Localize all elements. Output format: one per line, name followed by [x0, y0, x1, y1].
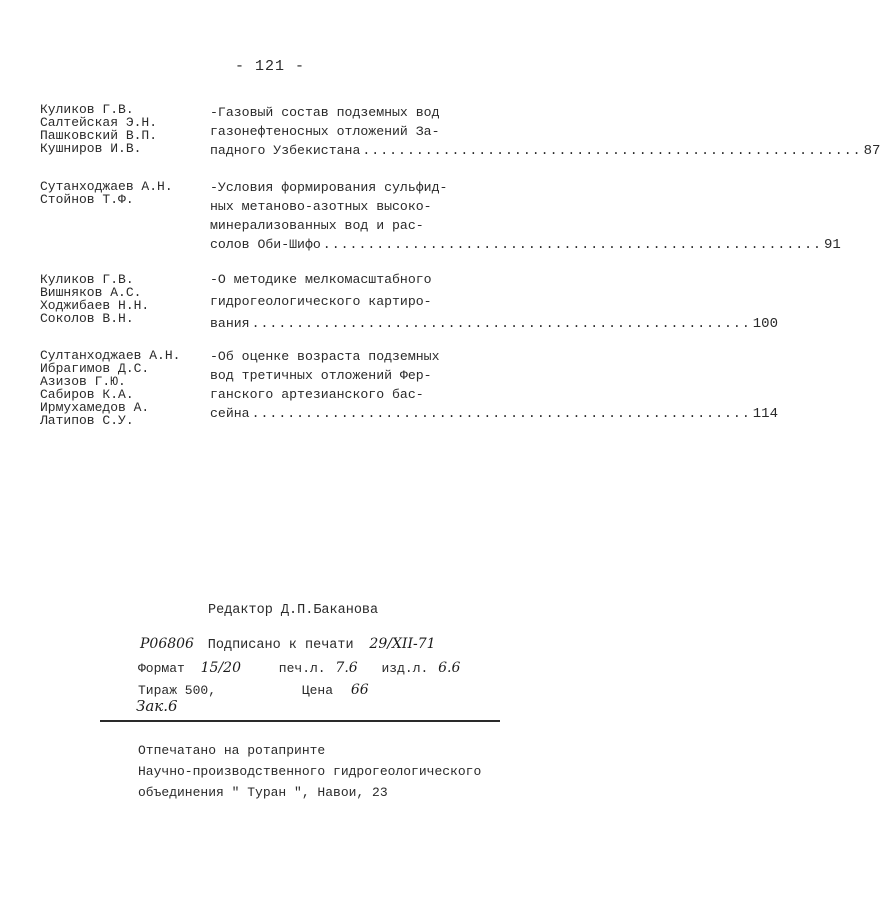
price-label: Цена	[301, 683, 334, 698]
title-last-line	[210, 141, 880, 160]
author-name: Пашковский В.П.	[40, 128, 158, 143]
format-handwritten: 15/20	[200, 660, 241, 676]
title-line: -Об оценке возраста подземных	[210, 349, 440, 364]
pech-label: печ.л.	[278, 661, 326, 676]
entry-title	[210, 178, 841, 254]
signed-date-handwritten: 29/XII-71	[369, 636, 436, 652]
title-line: солов Оби-Шифо	[210, 237, 321, 252]
format-row	[138, 660, 460, 676]
zak-handwritten: Зак.6	[136, 697, 178, 715]
page-number: - 121 -	[234, 58, 305, 75]
title-line: -Условия формирования сульфид-	[210, 180, 448, 195]
author-name: Куликов Г.В.	[40, 272, 134, 287]
author-name: Азизов Г.Ю.	[40, 374, 126, 389]
dot-leader: ........................................................	[251, 406, 751, 421]
page-ref: 114	[752, 406, 778, 422]
dot-leader: ........................................................	[322, 237, 822, 252]
entry-authors	[40, 180, 173, 206]
title-line: ганского артезианского бас-	[210, 387, 424, 402]
title-line: сейна	[210, 406, 250, 421]
tirazh-row	[138, 682, 369, 698]
tirazh-text: Тираж 500,	[138, 683, 217, 698]
title-line: газонефтеносных отложений За-	[210, 124, 440, 139]
entry-authors	[40, 349, 180, 427]
signed-row	[140, 636, 436, 653]
printed-line: Отпечатано на ротапринте	[138, 743, 326, 758]
author-name: Куликов Г.В.	[40, 102, 134, 117]
author-name: Салтейская Э.Н.	[40, 115, 158, 130]
author-name: Соколов В.Н.	[40, 311, 134, 326]
izd-handwritten: 6.6	[438, 660, 461, 676]
divider-line	[100, 720, 500, 722]
entry-title	[210, 270, 778, 333]
order-code-handwritten: Р06806	[140, 636, 194, 652]
signed-label: Подписано к печати	[207, 638, 354, 653]
author-name: Ходжибаев Н.Н.	[40, 298, 150, 313]
pech-handwritten: 7.6	[335, 660, 358, 676]
printed-line: Научно-производственного гидрогеологического	[138, 764, 482, 779]
author-name: Ирмухамедов А.	[40, 400, 150, 415]
title-line: ных метаново-азотных высоко-	[210, 199, 432, 214]
author-name: Сутанходжаев А.Н.	[40, 179, 173, 194]
dot-leader: ........................................................	[362, 143, 862, 158]
printed-line: объединения " Туран ", Навои, 23	[138, 785, 388, 800]
title-last-line	[210, 235, 841, 254]
title-last-line	[210, 404, 778, 423]
title-line: вания	[210, 316, 250, 331]
printed-by-block	[138, 740, 481, 803]
format-label: Формат	[138, 661, 185, 676]
editor-line: Редактор Д.П.Баканова	[208, 603, 379, 618]
page-ref: 100	[752, 316, 778, 332]
author-name: Сабиров К.А.	[40, 387, 134, 402]
author-name: Стойнов Т.Ф.	[40, 192, 134, 207]
title-line: -О методике мелкомасштабного	[210, 272, 432, 287]
dot-leader: ........................................................	[251, 316, 751, 331]
page-ref: 87	[863, 143, 880, 159]
title-line: -Газовый состав подземных вод	[210, 105, 440, 120]
title-last-line	[210, 314, 778, 333]
author-name: Султанходжаев А.Н.	[40, 348, 181, 363]
author-name: Ибрагимов Д.С.	[40, 361, 150, 376]
izd-label: изд.л.	[381, 661, 429, 676]
entry-title	[210, 347, 778, 423]
author-name: Вишняков А.С.	[40, 285, 142, 300]
author-name: Кушниров И.В.	[40, 141, 142, 156]
entry-authors	[40, 103, 157, 155]
title-line: падного Узбекистана	[210, 143, 361, 158]
price-handwritten: 66	[350, 682, 369, 698]
author-name: Латипов С.У.	[40, 413, 134, 428]
page-ref: 91	[823, 237, 841, 253]
entry-authors	[40, 273, 149, 325]
title-line: гидрогеологического картиро-	[210, 294, 432, 309]
title-line: вод третичных отложений Фер-	[210, 368, 432, 383]
entry-title	[210, 103, 880, 160]
title-line: минерализованных вод и рас-	[210, 218, 424, 233]
